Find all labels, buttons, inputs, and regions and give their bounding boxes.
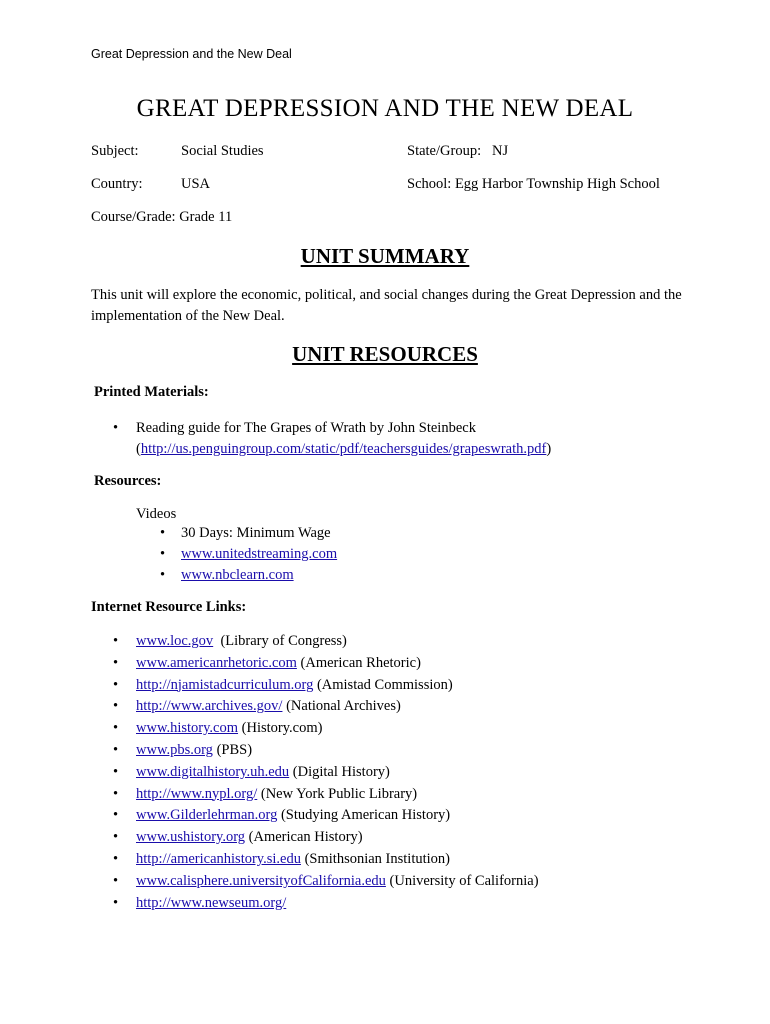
- link-description: (Library of Congress): [213, 633, 347, 649]
- list-item: [160, 546, 337, 567]
- list-item: [113, 895, 539, 917]
- subject-value: Social Studies: [181, 143, 264, 159]
- bullet: •: [113, 829, 119, 846]
- list-item: [113, 742, 539, 764]
- list-item: [113, 807, 539, 829]
- bullet: •: [160, 567, 166, 583]
- list-item: [113, 677, 539, 699]
- unit-summary-heading: UNIT SUMMARY: [300, 244, 470, 268]
- document-page: Great Depression and the New Deal GREAT DEPRESSION AND THE NEW DEAL Subject: Social Studies State/Group: NJ Country: USA School: Egg Harbor Township High School Course/Grade: Grade 11 UNIT SUMMARY This unit will explore the economic, political, and social changes during the Great Depression and the implementation of the New Deal. UNIT RESOURCES Printed Materials: • Reading guide for The Grapes of Wrath by John Steinbeck (http://us.penguingroup.com/static/pdf/teachersguides/grapeswrath.pdf) Resources: Videos • 30 Days: Minimum Wage • www.unitedstreaming.com • www.nbclearn.com Internet Resource Links: • www.loc.gov (Library of Congress) • www.americanrhetoric.com (American Rhetoric) • http://njamistadcurriculum.org (Amistad Commission) • http://www.archives.gov/ (National Archives) • www.history.com (History.com) • www.pbs.org (PBS) • www.digitalhistory.uh.edu (Digital History) • http://www.nypl.org/ (New York Public Library) • www.Gilderlehrman.org (Studying American History) • www.ushistory.org (American History) • http://americanhistory.si.edu (Smithsonian Institution) • www.calisphere.universityofCalifornia.edu (University of California) • http://www.newseum.org/: [0, 0, 770, 1024]
- americanhistory-si-link[interactable]: http://americanhistory.si.edu: [136, 850, 301, 867]
- bullet: •: [113, 654, 119, 671]
- school-value: Egg Harbor Township High School: [454, 176, 660, 192]
- link-description: (Digital History): [289, 763, 390, 780]
- link-description: (University of California): [385, 872, 539, 889]
- bullet: •: [113, 741, 119, 758]
- bullet: •: [113, 698, 119, 715]
- state-label: State/Group:: [407, 143, 482, 159]
- gilderlehrman-link[interactable]: www.Gilderlehrman.org: [136, 807, 278, 824]
- link-description: (American Rhetoric): [296, 654, 421, 671]
- bullet: •: [113, 420, 119, 436]
- list-item: [113, 698, 539, 720]
- unit-resources-heading: UNIT RESOURCES: [292, 342, 478, 366]
- document-title: GREAT DEPRESSION AND THE NEW DEAL: [136, 95, 634, 122]
- bullet: •: [113, 633, 119, 649]
- pbs-link[interactable]: www.pbs.org: [136, 741, 213, 758]
- nypl-link[interactable]: http://www.nypl.org/: [136, 785, 258, 802]
- grapes-of-wrath-guide-link[interactable]: http://us.penguingroup.com/static/pdf/teachersguides/grapeswrath.pdf: [140, 441, 547, 457]
- list-item: [113, 851, 539, 873]
- resources-label: Resources:: [94, 473, 162, 489]
- digitalhistory-link[interactable]: www.digitalhistory.uh.edu: [136, 763, 290, 780]
- list-item: [113, 633, 539, 655]
- ushistory-link[interactable]: www.ushistory.org: [136, 829, 246, 846]
- njamistad-link[interactable]: http://njamistadcurriculum.org: [136, 676, 314, 693]
- country-value: USA: [181, 176, 211, 192]
- list-item: [160, 567, 337, 588]
- history-link[interactable]: www.history.com: [136, 720, 239, 737]
- list-item: [113, 720, 539, 742]
- school-label: School:: [407, 176, 452, 192]
- state-value: NJ: [491, 143, 509, 159]
- videos-label: Videos: [136, 506, 177, 522]
- bullet: •: [113, 894, 119, 911]
- running-header: Great Depression and the New Deal: [91, 47, 292, 61]
- link-description: (New York Public Library): [257, 785, 418, 802]
- archives-link[interactable]: http://www.archives.gov/: [136, 698, 283, 715]
- printed-item-text: Reading guide for The Grapes of Wrath by John Steinbeck: [136, 420, 476, 436]
- bullet: •: [113, 676, 119, 693]
- unit-summary-text: This unit will explore the economic, political, and social changes during the Great Depression and the implementation of the New Deal.: [91, 287, 682, 324]
- link-description: (Studying American History): [277, 807, 451, 824]
- bullet: •: [113, 872, 119, 889]
- bullet: •: [113, 807, 119, 824]
- course-label: Course/Grade:: [91, 209, 176, 225]
- list-item: [113, 829, 539, 851]
- link-description: (PBS): [212, 741, 253, 758]
- bullet: •: [113, 720, 119, 737]
- internet-links-list: [113, 633, 539, 916]
- bullet: •: [113, 850, 119, 867]
- list-item: [113, 786, 539, 808]
- video-title: 30 Days: Minimum Wage: [181, 525, 331, 541]
- link-description: (Smithsonian Institution): [300, 850, 450, 867]
- bullet: •: [113, 785, 119, 802]
- nbclearn-link[interactable]: www.nbclearn.com: [181, 567, 294, 583]
- link-description: (Amistad Commission): [313, 676, 453, 693]
- bullet: •: [160, 546, 166, 562]
- country-label: Country:: [91, 176, 143, 192]
- list-item: [113, 873, 539, 895]
- link-description: (History.com): [238, 720, 323, 737]
- bullet: •: [160, 525, 166, 541]
- link-description: (American History): [245, 829, 363, 846]
- printed-materials-label: Printed Materials:: [94, 384, 209, 400]
- calisphere-link[interactable]: www.calisphere.universityofCalifornia.edu: [136, 872, 386, 889]
- course-grade: [91, 209, 232, 226]
- list-item: [113, 764, 539, 786]
- list-item: [160, 525, 337, 546]
- unitedstreaming-link[interactable]: www.unitedstreaming.com: [181, 546, 338, 562]
- course-value: Grade 11: [179, 209, 233, 225]
- state-group: [407, 143, 508, 160]
- school: [407, 176, 660, 193]
- subject-label: Subject:: [91, 143, 139, 159]
- list-item: [113, 655, 539, 677]
- newseum-link[interactable]: http://www.newseum.org/: [136, 894, 287, 911]
- bullet: •: [113, 763, 119, 780]
- link-description: (National Archives): [282, 698, 401, 715]
- internet-links-label: Internet Resource Links:: [91, 599, 247, 615]
- loc-link[interactable]: www.loc.gov: [136, 633, 214, 649]
- americanrhetoric-link[interactable]: www.americanrhetoric.com: [136, 654, 297, 671]
- videos-list: [160, 525, 337, 588]
